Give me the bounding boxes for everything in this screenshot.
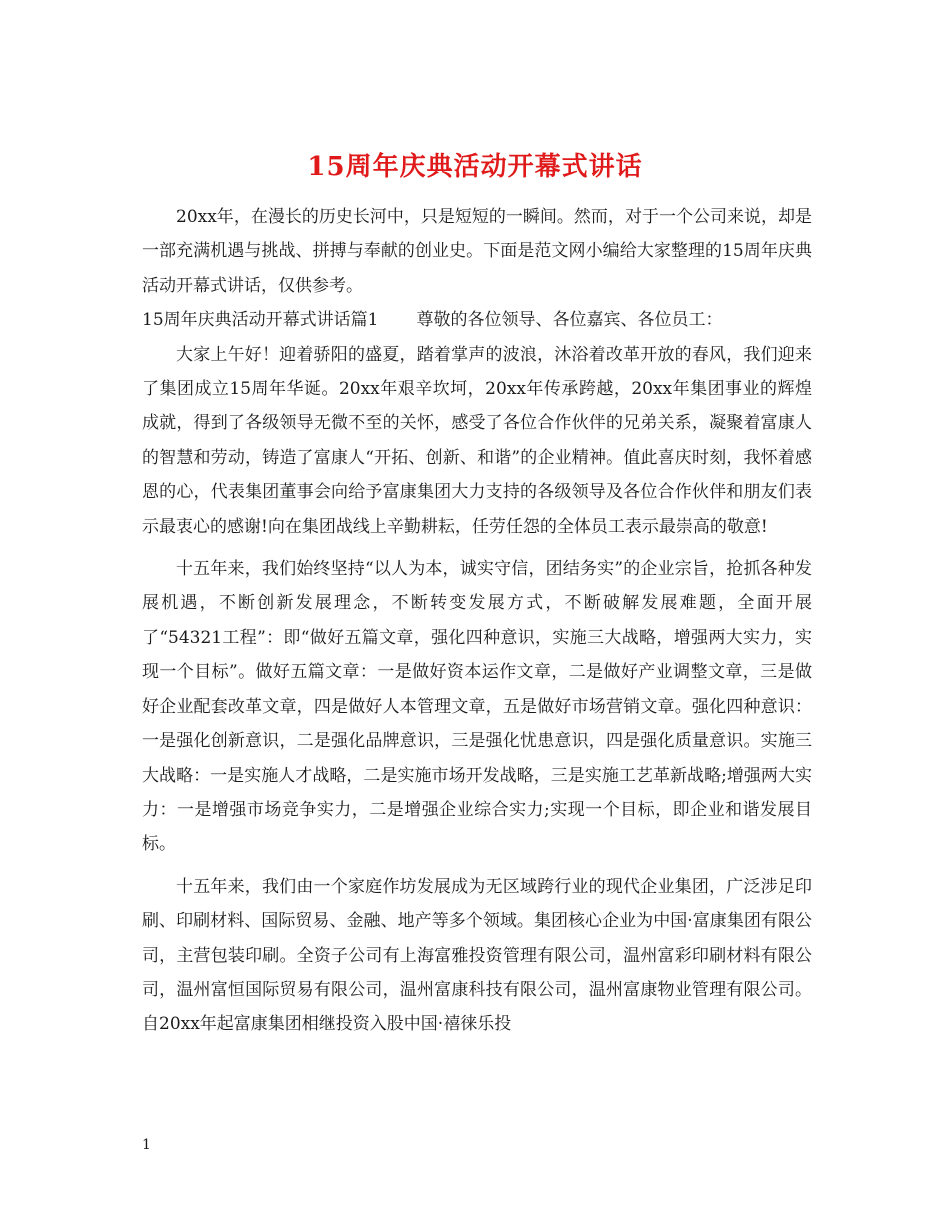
page-number: 1 [142, 1137, 151, 1153]
document-title: 15周年庆典活动开幕式讲话 [307, 152, 643, 183]
body-paragraph: 十五年来，我们始终坚持“以人为本，诚实守信，团结务实”的企业宗旨，抢抓各种发展机遇，不断创新发展理念，不断转变发展方式，不断破解发展难题，全面开展了“54321工程”：即“做好五篇文章，强化四种意识，实施三大战略，增强两大实力，实现一个目标”。做好五篇文章：一是做好资本运作文章，二是做好产业调整文章，三是做好企业配套改革文章，四是做好人本管理文章，五是做好市场营销文章。强化四种意识：一是强化创新意识，二是强化品牌意识，三是强化忧患意识，四是强化质量意识。实施三大战略：一是实施人才战略，二是实施市场开发战略，三是实施工艺革新战略;增强两大实力：一是增强市场竞争实力，二是增强企业综合实力;实现一个目标，即企业和谐发展目标。 [142, 559, 812, 855]
salutation: 尊敬的各位领导、各位嘉宾、各位员工： [416, 310, 723, 331]
section-heading: 15周年庆典活动开幕式讲话篇1 [142, 310, 379, 331]
section-heading-line [142, 303, 812, 337]
document-body [142, 200, 812, 1042]
intro-paragraph: 20xx年，在漫长的历史长河中，只是短短的一瞬间。然而，对于一个公司来说，却是一部充满机遇与挑战、拼搏与奉献的创业史。下面是范文网小编给大家整理的15周年庆典活动开幕式讲话，仅供参考。 [142, 207, 812, 296]
body-paragraph: 十五年来，我们由一个家庭作坊发展成为无区域跨行业的现代企业集团，广泛涉足印刷、印刷材料、国际贸易、金融、地产等多个领域。集团核心企业为中国·富康集团有限公司，主营包装印刷。全资子公司有上海富雅投资管理有限公司，温州富彩印刷材料有限公司，温州富恒国际贸易有限公司，温州富康科技有限公司，温州富康物业管理有限公司。自20xx年起富康集团相继投资入股中国·禧徕乐投 [142, 876, 812, 1035]
body-paragraph: 大家上午好！迎着骄阳的盛夏，踏着掌声的波浪，沐浴着改革开放的春风，我们迎来了集团成立15周年华诞。20xx年艰辛坎坷，20xx年传承跨越，20xx年集团事业的辉煌成就，得到了各级领导无微不至的关怀，感受了各位合作伙伴的兄弟关系，凝聚着富康人的智慧和劳动，铸造了富康人“开拓、创新、和谐”的企业精神。值此喜庆时刻，我怀着感恩的心，代表集团董事会向给予富康集团大力支持的各级领导及各位合作伙伴和朋友们表示最衷心的感谢!向在集团战线上辛勤耕耘，任劳任怨的全体员工表示最崇高的敬意! [142, 344, 812, 537]
